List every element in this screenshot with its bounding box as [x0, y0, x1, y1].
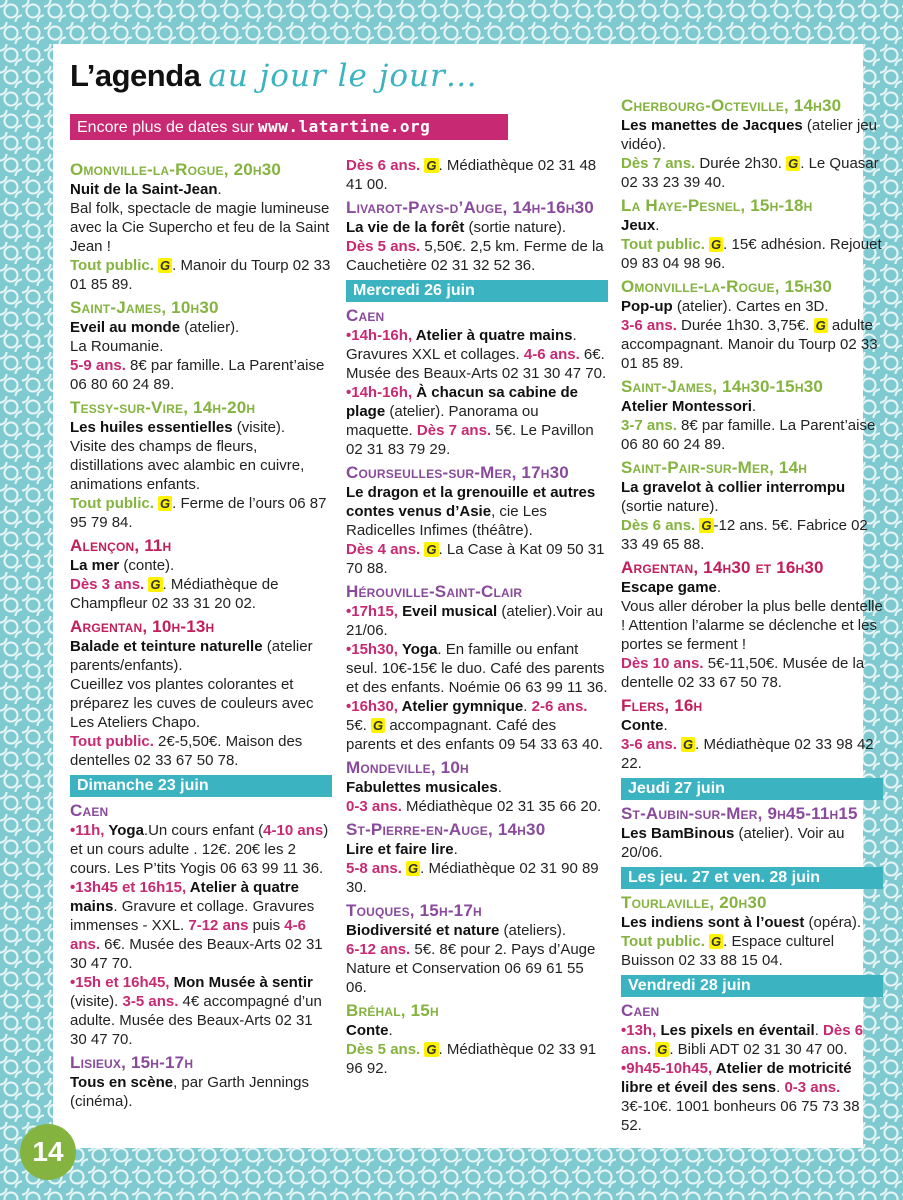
event-entry: [346, 840, 608, 859]
gratuit-badge: G: [711, 237, 722, 252]
title-main: L’agenda: [70, 58, 201, 93]
event-details: 5€. 8€ pour 2. Pays d’Auge Nature et Conservation 06 69 61 55 06.: [346, 941, 596, 996]
event-details: Durée 1h30. 3,75€.: [676, 317, 814, 334]
event-details: (atelier). Panorama ou maquette.: [346, 403, 539, 439]
event-description: La Roumanie.: [70, 338, 164, 355]
event-city: Alençon, 11h: [70, 536, 172, 555]
age-label: Dès 7 ans.: [621, 155, 696, 172]
event-city: Flers, 16h: [621, 696, 703, 715]
page-title: [70, 58, 478, 94]
event-details: . Manoir du Tourp 02 33 01 85 89.: [70, 257, 331, 293]
event-type: (atelier). Cartes en 3D.: [672, 298, 829, 315]
gratuit-badge: G: [426, 1042, 437, 1057]
age-label: Dès 6 ans.: [346, 157, 421, 174]
event-type: (sortie nature).: [621, 498, 719, 515]
event-title: Atelier à quatre mains: [70, 879, 299, 915]
age-label: 5-8 ans.: [346, 860, 402, 877]
event-city: Saint-James, 14h30-15h30: [621, 377, 823, 396]
agenda-column-3: [621, 92, 883, 1135]
age-label: Dès 3 ans.: [70, 576, 145, 593]
event-title: Biodiversité et nature: [346, 922, 500, 939]
event-title: Atelier à quatre mains: [412, 327, 573, 344]
event-details: 5€. Le Pavillon 02 31 83 79 29.: [346, 422, 594, 458]
event-info: [621, 316, 883, 373]
event-details: 5€.: [346, 717, 372, 734]
event-info: [621, 932, 883, 970]
event-title: Atelier gymnique: [397, 698, 524, 715]
event-entry: [70, 556, 332, 575]
event-info: [346, 1040, 608, 1078]
event-city: Tourlaville, 20h30: [621, 893, 767, 912]
event-details: 3€-10€. 1001 bonheurs 06 75 73 38 52.: [621, 1098, 860, 1134]
event-details: 4€ accompagné d’un adulte. Musée des Beaux-Arts 02 31 30 47 70.: [70, 993, 322, 1048]
event-info: [70, 575, 332, 613]
event-entry: [621, 478, 883, 516]
event-city: Saint-James, 10h30: [70, 298, 219, 317]
event-entry: [70, 821, 332, 878]
event-details: -12 ans. 5€. Fabrice 02 33 49 65 88.: [621, 517, 868, 553]
event-title: Nuit de la Saint-Jean: [70, 181, 218, 198]
event-details: . Ferme de l’ours 06 87 95 79 84.: [70, 495, 327, 531]
website-link[interactable]: www.latartine.org: [258, 117, 431, 136]
event-entry: [621, 216, 883, 235]
event-info: [346, 156, 608, 194]
event-details: , par Garth Jennings (cinéma).: [70, 1074, 310, 1110]
event-entry: [621, 824, 883, 862]
event-time: •16h30,: [346, 698, 398, 715]
age-label: 4-6 ans.: [523, 346, 580, 363]
event-city: Caen: [621, 1001, 660, 1020]
event-description: Vous aller dérober la plus belle dentelle ! Attention l’alarme se déclenche et les portes se ferment !: [621, 598, 883, 653]
event-type: (atelier parents/enfants).: [70, 638, 313, 674]
event-entry: [346, 483, 608, 540]
age-label: 0-3 ans.: [346, 798, 402, 815]
event-city: Mondeville, 10h: [346, 758, 469, 777]
event-info: [346, 237, 608, 275]
event-details: .: [453, 841, 458, 858]
event-entry: [70, 637, 332, 675]
event-entry: [346, 640, 608, 697]
event-title: Le dragon et la grenouille et autres contes venus d’Asie: [346, 484, 596, 520]
gratuit-badge: G: [408, 861, 419, 876]
gratuit-badge: G: [788, 156, 799, 171]
gratuit-badge: G: [815, 318, 826, 333]
event-title: Lire et faire lire: [346, 841, 454, 858]
agenda-column-2: [346, 156, 608, 1078]
event-details: . Médiathèque 02 33 98 42 22.: [621, 736, 874, 772]
event-title: Yoga: [397, 641, 438, 658]
event-city: St-Aubin-sur-Mer, 9h45-11h15: [621, 804, 858, 823]
event-entry: [70, 418, 332, 437]
day-header: Dimanche 23 juin: [70, 775, 332, 797]
event-info: [346, 859, 608, 897]
event-entry: [621, 1021, 883, 1059]
audience-label: Tout public.: [70, 495, 154, 512]
gratuit-badge: G: [150, 577, 161, 592]
event-details: 6€. Musée des Beaux-Arts 02 31 30 47 70.: [346, 346, 607, 382]
event-type: (visite).: [232, 419, 286, 436]
audience-label: Tout public.: [621, 236, 705, 253]
event-title: Balade et teinture naturelle: [70, 638, 263, 655]
event-details: 2€-5,50€. Maison des dentelles 02 33 67 50 78.: [70, 733, 303, 769]
event-details: . Médiathèque 02 31 48 41 00.: [346, 157, 597, 193]
event-details: Médiathèque 02 31 35 66 20.: [401, 798, 602, 815]
event-title: Atelier Montessori: [621, 398, 752, 415]
gratuit-badge: G: [160, 258, 171, 273]
event-city: Caen: [70, 801, 109, 820]
event-time: •9h45-10h45,: [621, 1060, 713, 1077]
age-label: 0-3 ans.: [784, 1079, 841, 1096]
event-city: Cherbourg-Octeville, 14h30: [621, 96, 842, 115]
event-title: Mon Musée à sentir: [169, 974, 313, 991]
event-entry: [621, 1059, 883, 1135]
age-label: 2-6 ans.: [531, 698, 588, 715]
event-entry: [346, 697, 608, 754]
banner-label: Encore plus de dates sur: [77, 119, 254, 136]
event-details: . Médiathèque 02 31 90 89 30.: [346, 860, 599, 896]
event-details: .: [814, 1022, 824, 1039]
age-label: 3-5 ans.: [122, 993, 179, 1010]
event-title: La vie de la forêt: [346, 219, 465, 236]
event-title: La gravelot à collier interrompu: [621, 479, 846, 496]
event-info: [621, 735, 883, 773]
event-details: .: [497, 779, 502, 796]
event-details: 5€-11,50€. Musée de la dentelle 02 33 67 50 78.: [621, 655, 865, 691]
event-details: . Espace culturel Buisson 02 33 88 15 04.: [621, 933, 835, 969]
event-city: Argentan, 14h30 et 16h30: [621, 558, 824, 577]
event-details: .: [663, 717, 668, 734]
event-details: . 15€ adhésion. Rejouet 09 83 04 98 96.: [621, 236, 882, 272]
event-title: Pop-up: [621, 298, 673, 315]
page-number: 14: [20, 1124, 76, 1180]
event-description: Cueillez vos plantes colorantes et préparez les cuves de couleurs avec Les Ateliers Chapo.: [70, 676, 314, 731]
event-entry: [346, 326, 608, 383]
event-entry: [346, 921, 608, 940]
event-type: (sortie nature).: [464, 219, 567, 236]
age-label: 7-12 ans: [188, 917, 249, 934]
title-script: au jour le jour…: [208, 58, 478, 94]
event-title: Conte: [346, 1022, 389, 1039]
event-city: Omonville-la-Rogue, 15h30: [621, 277, 833, 296]
event-time: •15h et 16h45,: [70, 974, 170, 991]
event-details: 8€ par famille. La Parent’aise 06 80 60 24 89.: [621, 417, 876, 453]
age-label: 3-6 ans.: [621, 736, 677, 753]
event-details: accompagnant. Café des parents et des enfants 09 54 33 63 40.: [346, 717, 603, 753]
agenda-column-1: [70, 156, 332, 1111]
event-title: Les huiles essentielles: [70, 419, 233, 436]
event-entry: [346, 602, 608, 640]
event-title: Eveil musical: [397, 603, 498, 620]
event-details: .: [655, 217, 660, 234]
gratuit-badge: G: [426, 158, 437, 173]
event-title: Les indiens sont à l’ouest: [621, 914, 805, 931]
event-entry: [621, 716, 883, 735]
age-label: 3-6 ans.: [621, 317, 677, 334]
event-city: St-Pierre-en-Auge, 14h30: [346, 820, 546, 839]
age-label: Dès 7 ans.: [416, 422, 492, 439]
event-title: Tous en scène: [70, 1074, 174, 1091]
event-info: [621, 654, 883, 692]
event-entry: [70, 973, 332, 1049]
event-entry: [70, 1073, 332, 1111]
event-info: [621, 516, 883, 554]
gratuit-badge: G: [657, 1042, 668, 1057]
gratuit-badge: G: [711, 934, 722, 949]
event-title: Conte: [621, 717, 664, 734]
age-label: 6-12 ans.: [346, 941, 411, 958]
event-info: [346, 797, 608, 816]
event-type: (opéra).: [804, 914, 862, 931]
event-details: , cie Les Radicelles Infimes (théâtre).: [346, 503, 547, 539]
event-details: .Un cours enfant (: [143, 822, 264, 839]
age-label: 4-6 ans.: [70, 917, 306, 953]
gratuit-badge: G: [160, 496, 171, 511]
event-time: •13h,: [621, 1022, 657, 1039]
event-details: .: [388, 1022, 393, 1039]
event-time: •17h15,: [346, 603, 398, 620]
event-type: (atelier jeu vidéo).: [621, 117, 877, 153]
event-details: .: [523, 698, 532, 715]
event-city: Livarot-Pays-d’Auge, 14h-16h30: [346, 198, 594, 217]
event-type: (atelier).: [180, 319, 240, 336]
event-entry: [621, 297, 883, 316]
event-info: [346, 940, 608, 997]
event-city: Touques, 15h-17h: [346, 901, 482, 920]
event-details: Durée 2h30.: [695, 155, 787, 172]
event-city: Courseulles-sur-Mer, 17h30: [346, 463, 569, 482]
event-details: ) et un cours adulte . 12€. 20€ les 2 cours. Les P’tits Yogis 06 63 99 11 36.: [70, 822, 329, 877]
event-details: .: [751, 398, 757, 415]
event-entry: [621, 397, 883, 416]
event-info: [346, 540, 608, 578]
event-entry: Nuit de la Saint-Jean.: [70, 181, 222, 198]
event-city: Caen: [346, 306, 385, 325]
event-type: (conte).: [119, 557, 175, 574]
event-title: Les pixels en éventail: [656, 1022, 815, 1039]
event-details: puis: [248, 917, 285, 934]
event-details: 8€ par famille. La Parent’aise 06 80 60 24 89.: [70, 357, 325, 393]
event-title: À chacun sa cabine de plage: [346, 384, 579, 420]
event-details: . Gravures XXL et collages.: [346, 327, 577, 363]
event-info: [621, 154, 883, 192]
event-title: Fabulettes musicales: [346, 779, 498, 796]
audience-label: Tout public.: [70, 257, 154, 274]
event-info: [621, 235, 883, 273]
audience-label: Tout public.: [621, 933, 705, 950]
age-label: Dès 10 ans.: [621, 655, 704, 672]
event-details: . En famille ou enfant seul. 10€-15€ le duo. Café des parents et des enfants. Noémie 06 63 99 11 36.: [346, 641, 608, 696]
event-entry: [70, 318, 332, 337]
event-entry: [621, 578, 883, 597]
event-city: Omonville-la-Rogue, 20h30: [70, 160, 282, 179]
event-details: . Gravure et collage. Gravures immenses - XXL.: [70, 898, 315, 934]
event-entry: [70, 878, 332, 973]
event-entry: [621, 913, 883, 932]
age-label: Dès 5 ans.: [346, 1041, 421, 1058]
event-title: Jeux: [621, 217, 656, 234]
event-time: •11h,: [70, 822, 105, 839]
event-details: . La Case à Kat 09 50 31 70 88.: [346, 541, 605, 577]
event-details: 6€. Musée des Beaux-Arts 02 31 30 47 70.: [70, 936, 323, 972]
event-details: adulte accompagnant. Manoir du Tourp 02 33 01 85 89.: [621, 317, 878, 372]
event-details: (visite).: [70, 993, 123, 1010]
event-details: . Médiathèque de Champfleur 02 33 31 20 02.: [70, 576, 279, 612]
event-entry: [346, 218, 608, 237]
event-entry: [346, 383, 608, 459]
event-details: .: [776, 1079, 785, 1096]
event-title: Les manettes de Jacques: [621, 117, 803, 134]
event-description: Bal folk, spectacle de magie lumineuse avec la Cie Supercho et feu de la Saint Jean !: [70, 200, 330, 255]
event-info: [70, 494, 332, 532]
day-header: Vendredi 28 juin: [621, 975, 883, 997]
gratuit-badge: G: [426, 542, 437, 557]
age-label: Dès 6 ans.: [621, 517, 696, 534]
event-time: •14h-16h,: [346, 384, 413, 401]
event-entry: [346, 1021, 608, 1040]
event-details: . Médiathèque 02 33 91 96 92.: [346, 1041, 597, 1077]
day-header: Jeudi 27 juin: [621, 778, 883, 800]
event-details: .: [716, 579, 722, 596]
age-label: 5-9 ans.: [70, 357, 126, 374]
event-city: Saint-Pair-sur-Mer, 14h: [621, 458, 808, 477]
event-title: Escape game: [621, 579, 717, 596]
event-info: [70, 732, 332, 770]
event-info: [70, 256, 332, 294]
age-label: 4-10 ans: [263, 822, 324, 839]
event-details: 5,50€. 2,5 km. Ferme de la Cauchetière 02 31 32 52 36.: [346, 238, 604, 274]
day-header: Les jeu. 27 et ven. 28 juin: [621, 867, 883, 889]
event-title: Atelier de motricité libre et éveil des sens: [621, 1060, 852, 1096]
age-label: Dès 6 ans.: [621, 1022, 864, 1058]
event-city: Argentan, 10h-13h: [70, 617, 215, 636]
event-details: . Bibli ADT 02 31 30 47 00.: [669, 1041, 848, 1058]
event-city: La Haye-Pesnel, 15h-18h: [621, 196, 813, 215]
gratuit-badge: G: [701, 518, 712, 533]
event-city: Lisieux, 15h-17h: [70, 1053, 194, 1072]
event-type: (atelier). Voir au 20/06.: [621, 825, 845, 861]
age-label: Dès 5 ans.: [346, 238, 421, 255]
event-entry: [621, 116, 883, 154]
day-header: Mercredi 26 juin: [346, 280, 608, 302]
age-label: Dès 4 ans.: [346, 541, 421, 558]
audience-label: Tout public.: [70, 733, 154, 750]
gratuit-badge: G: [683, 737, 694, 752]
event-info: [70, 356, 332, 394]
event-details: . Le Quasar 02 33 23 39 40.: [621, 155, 879, 191]
event-time: •13h45 et 16h15,: [70, 879, 187, 896]
event-description: Visite des champs de fleurs, distillations avec alambic en cuivre, animations enfants.: [70, 438, 305, 493]
event-info: [621, 416, 883, 454]
age-label: 3-7 ans.: [621, 417, 677, 434]
event-time: •14h-16h,: [346, 327, 413, 344]
event-title: Les BamBinous: [621, 825, 735, 842]
website-banner: [70, 114, 508, 140]
event-city: Hérouville-Saint-Clair: [346, 582, 523, 601]
event-title: Eveil au monde: [70, 319, 181, 336]
gratuit-badge: G: [373, 718, 384, 733]
event-time: •15h30,: [346, 641, 398, 658]
event-title: La mer: [70, 557, 120, 574]
event-type: (ateliers).: [499, 922, 567, 939]
event-city: Bréhal, 15h: [346, 1001, 439, 1020]
event-entry: [346, 778, 608, 797]
event-title: Yoga: [104, 822, 144, 839]
event-details: (atelier).Voir au 21/06.: [346, 603, 604, 639]
event-city: Tessy-sur-Vire, 14h-20h: [70, 398, 256, 417]
